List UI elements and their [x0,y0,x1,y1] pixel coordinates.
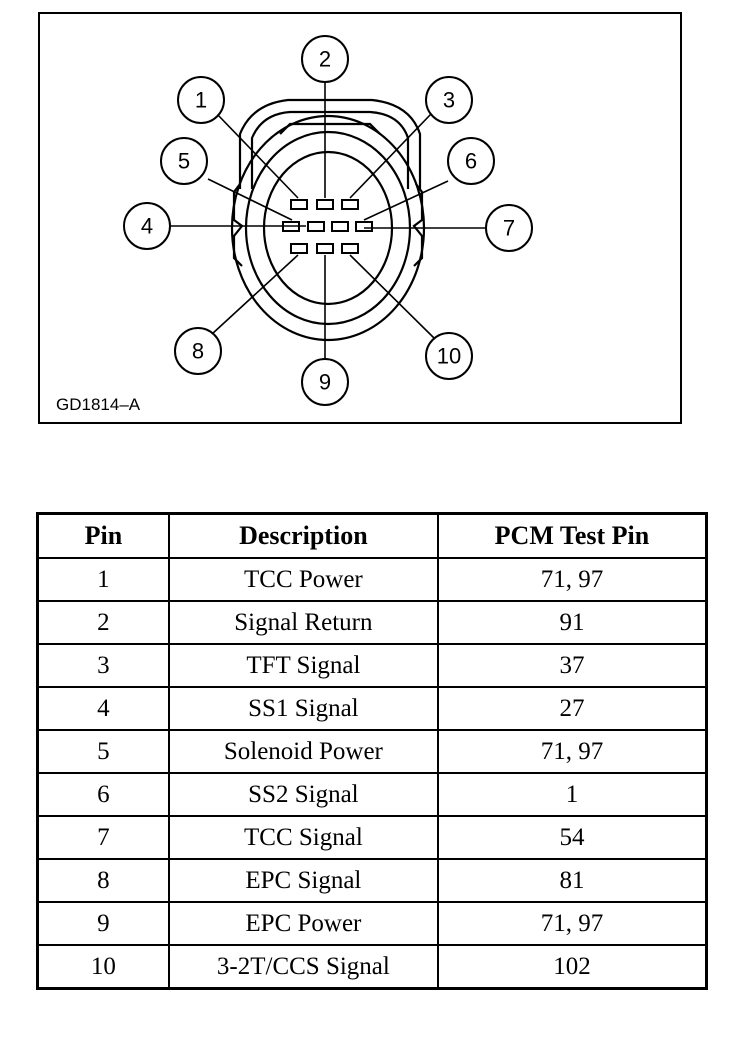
cell-description: SS2 Signal [169,773,438,816]
cell-description: TCC Signal [169,816,438,859]
cell-pin: 8 [38,859,169,902]
cell-pin: 6 [38,773,169,816]
header-pin: Pin [38,514,169,559]
callout-label-3: 3 [442,87,456,113]
table-row [38,945,707,989]
pin-slot-3 [342,200,358,209]
cell-pin: 10 [38,945,169,989]
pin-slot-2 [317,200,333,209]
table-row [38,730,707,773]
cell-description: Signal Return [169,601,438,644]
callout-label-8: 8 [191,338,205,364]
cell-pcm-test-pin: 71, 97 [438,902,707,945]
table-row [38,859,707,902]
callout-circles [124,36,532,405]
callout-label-7: 7 [502,215,516,241]
figure-id-label: GD1814–A [56,395,141,414]
cell-pcm-test-pin: 81 [438,859,707,902]
pin-table [36,512,708,990]
cell-pin: 2 [38,601,169,644]
table-row [38,816,707,859]
cell-pin: 4 [38,687,169,730]
connector-body [232,100,424,340]
cell-description: TFT Signal [169,644,438,687]
callout-label-6: 6 [464,148,478,174]
pin-slot-1 [291,200,307,209]
cell-description: SS1 Signal [169,687,438,730]
table-row [38,601,707,644]
cell-pcm-test-pin: 1 [438,773,707,816]
connector-drawing [40,14,684,426]
table-row [38,558,707,601]
callout-label-10: 10 [436,343,462,369]
cell-pcm-test-pin: 71, 97 [438,730,707,773]
cell-pcm-test-pin: 54 [438,816,707,859]
callout-label-4: 4 [140,213,154,239]
cell-pin: 1 [38,558,169,601]
cell-pin: 9 [38,902,169,945]
cell-pin: 3 [38,644,169,687]
table-row [38,687,707,730]
callout-label-9: 9 [318,369,332,395]
pin-slot-8 [291,244,307,253]
cell-description: 3-2T/CCS Signal [169,945,438,989]
cell-pin: 5 [38,730,169,773]
cell-pcm-test-pin: 102 [438,945,707,989]
pin-slot-6 [332,222,348,231]
callout-label-1: 1 [194,87,208,113]
table-header-row [38,514,707,559]
pin-slot-7 [356,222,372,231]
cell-pcm-test-pin: 71, 97 [438,558,707,601]
table-row [38,773,707,816]
cell-pcm-test-pin: 37 [438,644,707,687]
cell-description: TCC Power [169,558,438,601]
header-pcm-test-pin: PCM Test Pin [438,514,707,559]
cell-pcm-test-pin: 27 [438,687,707,730]
cell-description: EPC Power [169,902,438,945]
callout-label-5: 5 [177,148,191,174]
table-row [38,902,707,945]
cell-pcm-test-pin: 91 [438,601,707,644]
cell-description: EPC Signal [169,859,438,902]
cell-description: Solenoid Power [169,730,438,773]
header-description: Description [169,514,438,559]
table-row [38,644,707,687]
pin-slot-10 [342,244,358,253]
pin-slot-9 [317,244,333,253]
cell-pin: 7 [38,816,169,859]
connector-diagram [38,12,682,424]
pin-slot-4 [308,222,324,231]
callout-label-2: 2 [318,46,332,72]
